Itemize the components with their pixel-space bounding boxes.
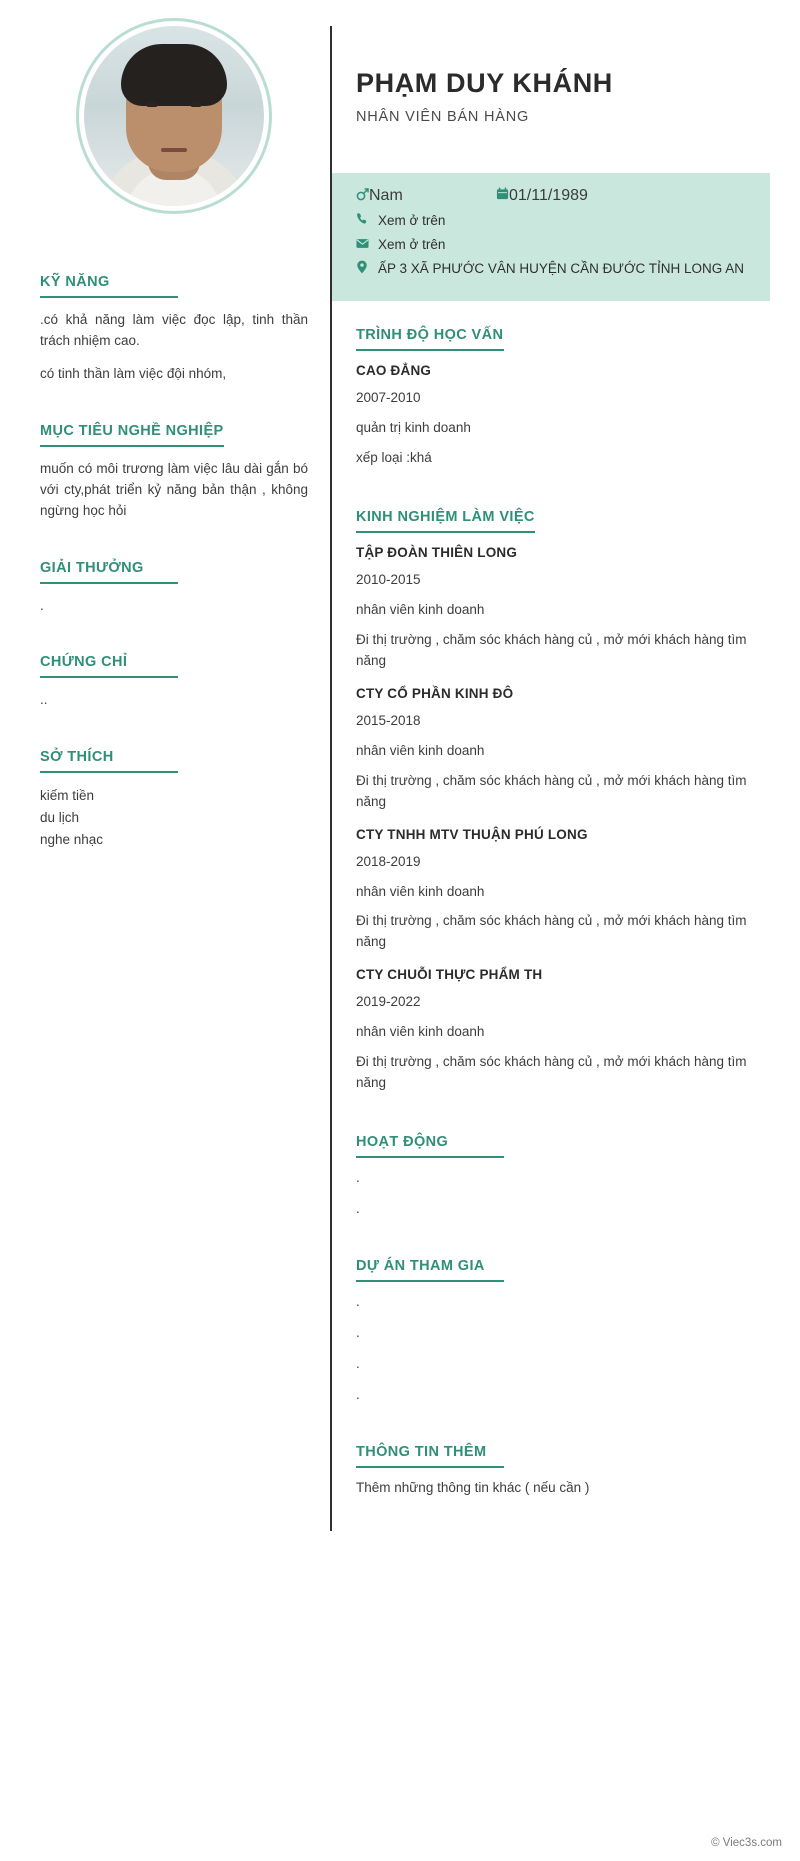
hobby-item: kiếm tiền — [40, 788, 95, 804]
experience-company: TẬP ĐOÀN THIÊN LONG — [356, 545, 518, 561]
section-title-education: TRÌNH ĐỘ HỌC VẤN — [356, 327, 504, 351]
activity-item: . — [356, 1200, 360, 1216]
contact-address-value: ẤP 3 XÃ PHƯỚC VÂN HUYỆN CẦN ĐƯỚC TỈNH LONG AN — [378, 261, 745, 277]
contact-email-value: Xem ở trên — [378, 237, 446, 253]
hobby-item: nghe nhạc — [40, 831, 104, 847]
contact-address — [356, 260, 746, 279]
contact-gender-value: Nam — [369, 187, 403, 204]
contact-phone-value: Xem ở trên — [378, 213, 446, 228]
awards-text: . — [40, 597, 44, 613]
experience-company: CTY CHUỖI THỰC PHẨM TH — [356, 967, 543, 983]
experience-period: 2018-2019 — [356, 853, 421, 869]
section-title-hobbies: SỞ THÍCH — [40, 749, 178, 773]
experience-period: 2015-2018 — [356, 712, 421, 728]
contact-row-personal — [356, 187, 746, 206]
left-column — [0, 18, 330, 1551]
experience-description: Đi thị trường , chăm sóc khách hàng củ , mở mới khách hàng tìm năng — [356, 772, 747, 809]
section-title-certificates: CHỨNG CHỈ — [40, 654, 178, 678]
experience-period: 2019-2022 — [356, 994, 421, 1010]
section-title-projects: DỰ ÁN THAM GIA — [356, 1258, 504, 1282]
job-title: NHÂN VIÊN BÁN HÀNG — [356, 109, 530, 125]
contact-gender — [356, 187, 496, 206]
envelope-icon — [356, 236, 378, 254]
calendar-icon — [496, 187, 509, 206]
contact-email — [356, 236, 746, 254]
objective-text: muốn có môi trương làm việc lâu dài gắn bó với cty,phát triển kỷ năng bản thận , không ngừng học hỏi — [40, 460, 308, 518]
phone-icon — [356, 212, 378, 230]
gender-icon — [356, 187, 369, 206]
project-item: . — [356, 1355, 360, 1371]
education-period: 2007-2010 — [356, 390, 421, 406]
project-item: . — [356, 1293, 360, 1309]
experience-entry — [356, 827, 770, 954]
project-item: . — [356, 1386, 360, 1402]
hobby-item: du lịch — [40, 809, 80, 825]
right-column — [332, 18, 800, 1551]
experience-description: Đi thị trường , chăm sóc khách hàng củ , mở mới khách hàng tìm năng — [356, 1054, 747, 1091]
section-title-experience: KINH NGHIỆM LÀM VIỆC — [356, 509, 535, 533]
experience-description: Đi thị trường , chăm sóc khách hàng củ , mở mới khách hàng tìm năng — [356, 913, 747, 950]
skills-text-1: .có khả năng làm việc đọc lập, tinh thần trách nhiệm cao. — [40, 312, 308, 348]
experience-position: nhân viên kinh doanh — [356, 883, 485, 899]
experience-position: nhân viên kinh doanh — [356, 742, 485, 758]
experience-position: nhân viên kinh doanh — [356, 1024, 485, 1040]
experience-company: CTY TNHH MTV THUẬN PHÚ LONG — [356, 826, 588, 842]
footer-copyright: © Viec3s.com — [711, 1837, 782, 1849]
education-entry — [356, 363, 770, 469]
page-title: PHẠM DUY KHÁNH — [356, 68, 613, 98]
experience-entry — [356, 686, 770, 813]
project-item: . — [356, 1324, 360, 1340]
more-info-text: Thêm những thông tin khác ( nếu cần ) — [356, 1479, 590, 1495]
section-title-activities: HOẠT ĐỘNG — [356, 1134, 504, 1158]
experience-position: nhân viên kinh doanh — [356, 602, 485, 618]
experience-description: Đi thị trường , chăm sóc khách hàng củ , mở mới khách hàng tìm năng — [356, 632, 747, 668]
education-grade: xếp loại :khá — [356, 450, 432, 466]
skills-text-2: có tinh thần làm việc đội nhóm, — [40, 365, 227, 381]
location-pin-icon — [356, 260, 378, 279]
section-title-more-info: THÔNG TIN THÊM — [356, 1444, 504, 1468]
contact-dob — [496, 187, 588, 206]
profile-photo — [84, 26, 264, 206]
contact-phone — [356, 212, 746, 230]
section-title-skills: KỸ NĂNG — [40, 274, 178, 298]
certificates-text: .. — [40, 692, 48, 708]
experience-period: 2010-2015 — [356, 572, 421, 588]
section-title-awards: GIẢI THƯỞNG — [40, 560, 178, 584]
contact-dob-value: 01/11/1989 — [509, 187, 588, 204]
experience-entry — [356, 967, 770, 1094]
experience-entry — [356, 545, 770, 672]
activity-item: . — [356, 1169, 360, 1185]
section-title-objective: MỤC TIÊU NGHỀ NGHIỆP — [40, 423, 224, 447]
education-major: quản trị kinh doanh — [356, 420, 471, 436]
education-school: CAO ĐẲNG — [356, 363, 432, 379]
experience-company: CTY CỔ PHẦN KINH ĐÔ — [356, 685, 514, 701]
contact-block — [332, 173, 770, 301]
avatar — [76, 18, 272, 214]
